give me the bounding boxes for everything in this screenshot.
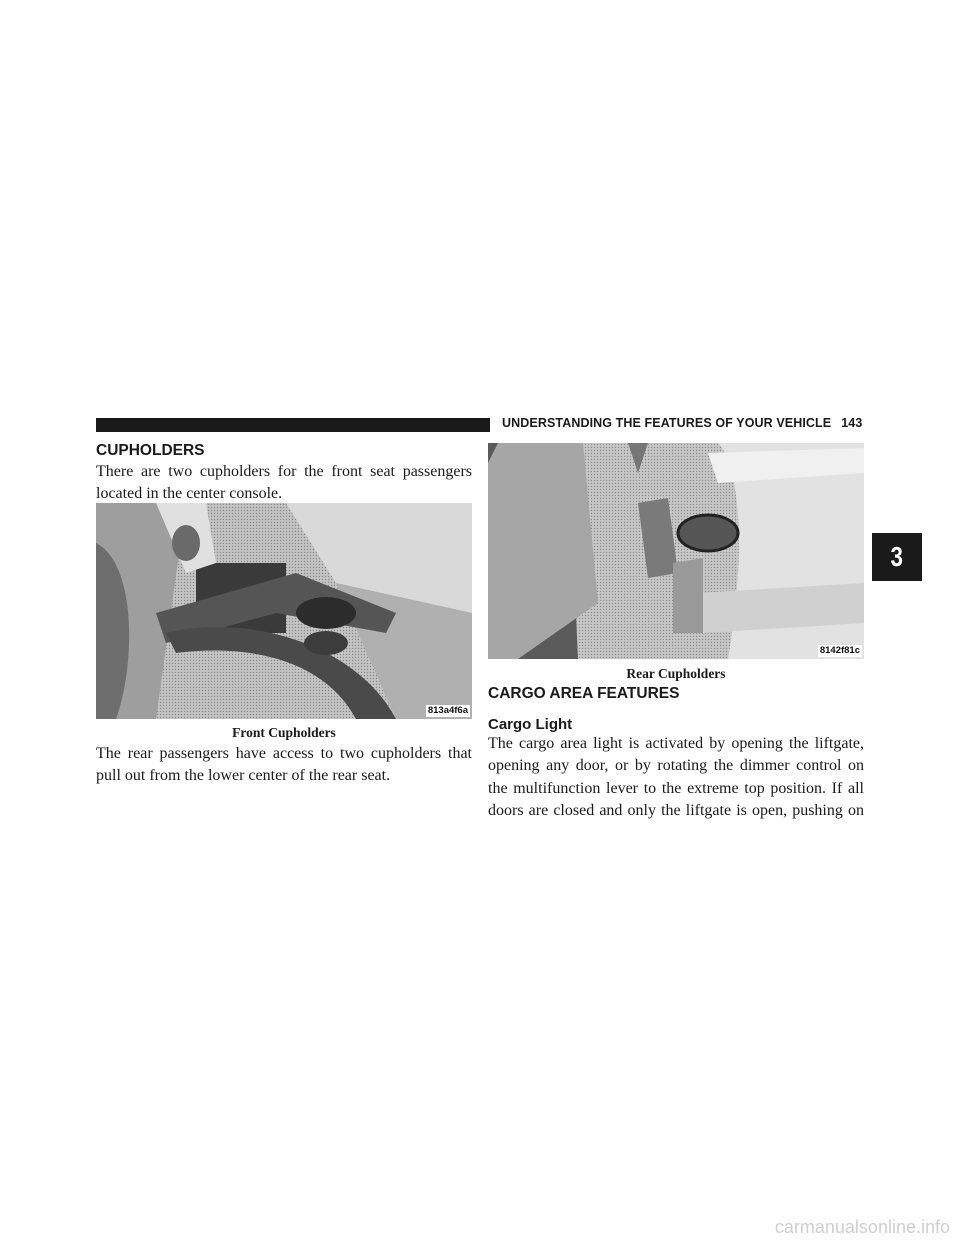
text-line: doors are closed and only the liftgate is open, pushing on — [488, 802, 864, 820]
figure-code: 8142f81c — [819, 645, 860, 656]
running-header — [502, 416, 862, 430]
page-number: 143 — [841, 416, 863, 430]
header-rule — [96, 418, 490, 432]
cupholders-heading: CUPHOLDERS — [96, 442, 205, 459]
chapter-number: 3 — [890, 541, 904, 572]
cargo-light-text — [488, 733, 864, 823]
chapter-tab — [872, 533, 922, 581]
text-line: opening any door, or by rotating the dimmer control on — [488, 757, 864, 775]
text-line: There are two cupholders for the front seat passengers — [96, 463, 472, 480]
cargo-heading: CARGO AREA FEATURES — [488, 685, 680, 702]
text-line: The cargo area light is activated by opening the liftgate, — [488, 735, 864, 752]
text-line: located in the center console. — [96, 485, 283, 503]
section-title: UNDERSTANDING THE FEATURES OF YOUR VEHICLE — [502, 416, 832, 430]
rear-cupholders-text — [96, 743, 472, 788]
rear-cupholders-photo — [488, 443, 864, 659]
text-line: The rear passengers have access to two cupholders that — [96, 745, 472, 762]
cargo-light-subheading: Cargo Light — [488, 716, 573, 733]
front-cupholders-photo — [96, 503, 472, 719]
rear-cupholders-caption: Rear Cupholders — [626, 666, 726, 681]
cupholders-intro — [96, 461, 472, 506]
figure-code: 813a4f6a — [427, 705, 468, 716]
front-cupholders-caption: Front Cupholders — [232, 725, 336, 740]
text-line: the multifunction lever to the extreme top position. If all — [488, 779, 864, 797]
watermark: carmanualsonline.info — [774, 1217, 950, 1237]
text-line: pull out from the lower center of the rear seat. — [96, 767, 391, 785]
